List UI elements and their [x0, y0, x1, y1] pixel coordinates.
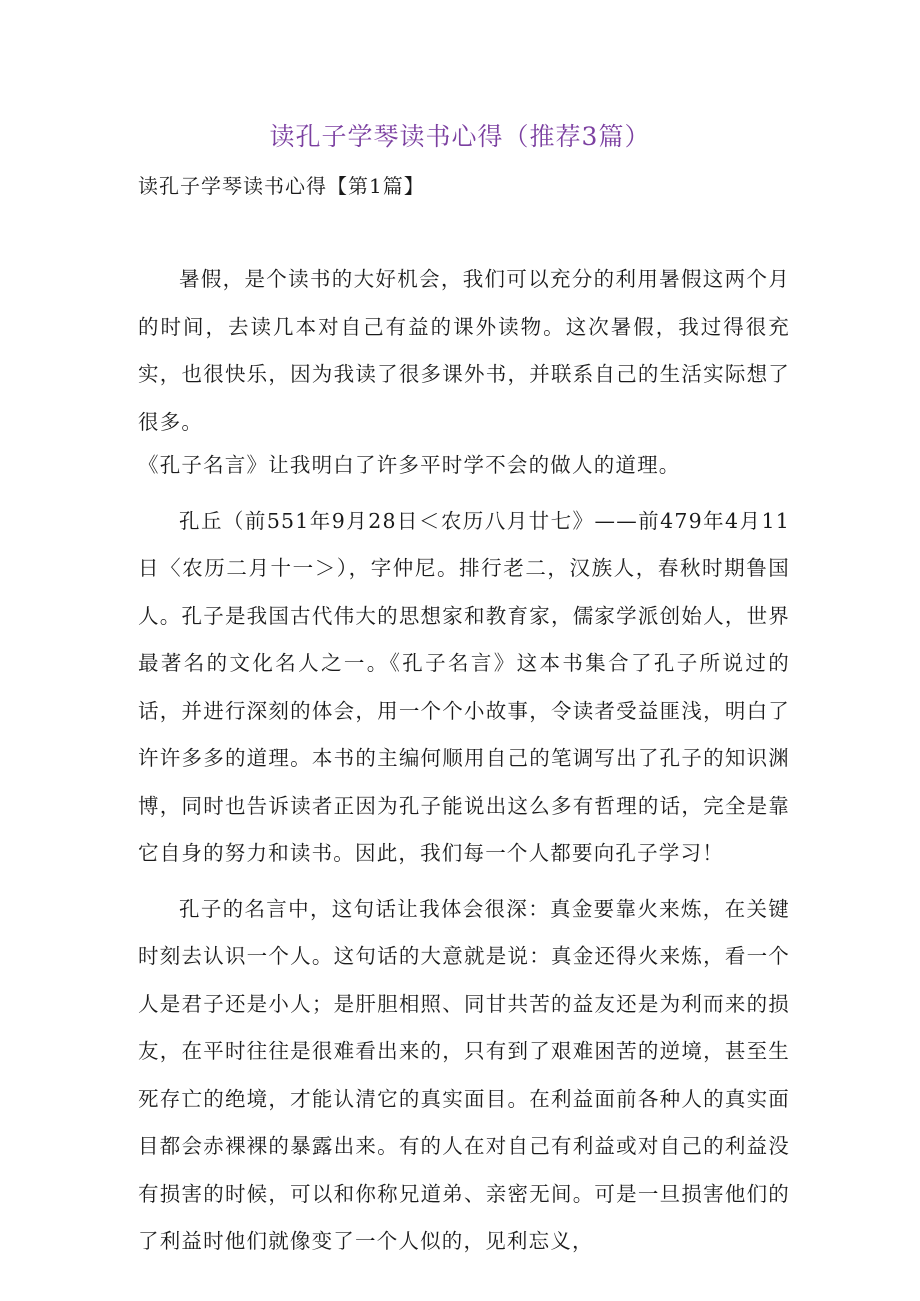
paragraph-1: 暑假，是个读书的大好机会，我们可以充分的利用暑假这两个月的时间，去读几本对自己有益的课外读物。这次暑假，我过得很充实，也很快乐，因为我读了很多课外书，并联系自己的生活实际想了很多。 — [138, 267, 790, 434]
section-heading: 读孔子学琴读书心得【第1篇】 — [138, 174, 425, 198]
paragraph-4: 孔子的名言中，这句话让我体会很深：真金要靠火来炼，在关键时刻去认识一个人。这句话的大意就是说：真金还得火来炼，看一个人是君子还是小人；是肝胆相照、同甘共苦的益友还是为利而来的损友，在平时往往是很难看出来的，只有到了艰难困苦的逆境，甚至生死存亡的绝境，才能认清它的真实面目。在利益面前各种人的真实面目都会赤裸裸的暴露出来。有的人在对自己有利益或对自己的利益没有损害的时候，可以和你称兄道弟、亲密无间。可是一旦损害他们的了利益时他们就像变了一个人似的，见利忘义， — [138, 896, 790, 1253]
document-body — [138, 256, 790, 1266]
paragraph-3: 孔丘（前551年9月28日＜农历八月廿七》——前479年4月11日〈农历二月十一＞），字仲尼。排行老二，汉族人，春秋时期鲁国人。孔子是我国古代伟大的思想家和教育家，儒家学派创始人，世界最著名的文化名人之一。《孔子名言》这本书集合了孔子所说过的话，并进行深刻的体会，用一个个小故事，令读者受益匪浅，明白了许许多多的道理。本书的主编何顺用自己的笔调写出了孔子的知识渊博，同时也告诉读者正因为孔子能说出这么多有哲理的话，完全是靠它自身的努力和读书。因此，我们每一个人都要向孔子学习！ — [138, 508, 790, 865]
paragraph-2: 《孔子名言》让我明白了许多平时学不会的做人的道理。 — [138, 453, 681, 477]
document-title: 读孔子学琴读书心得（推荐3篇） — [269, 122, 651, 151]
